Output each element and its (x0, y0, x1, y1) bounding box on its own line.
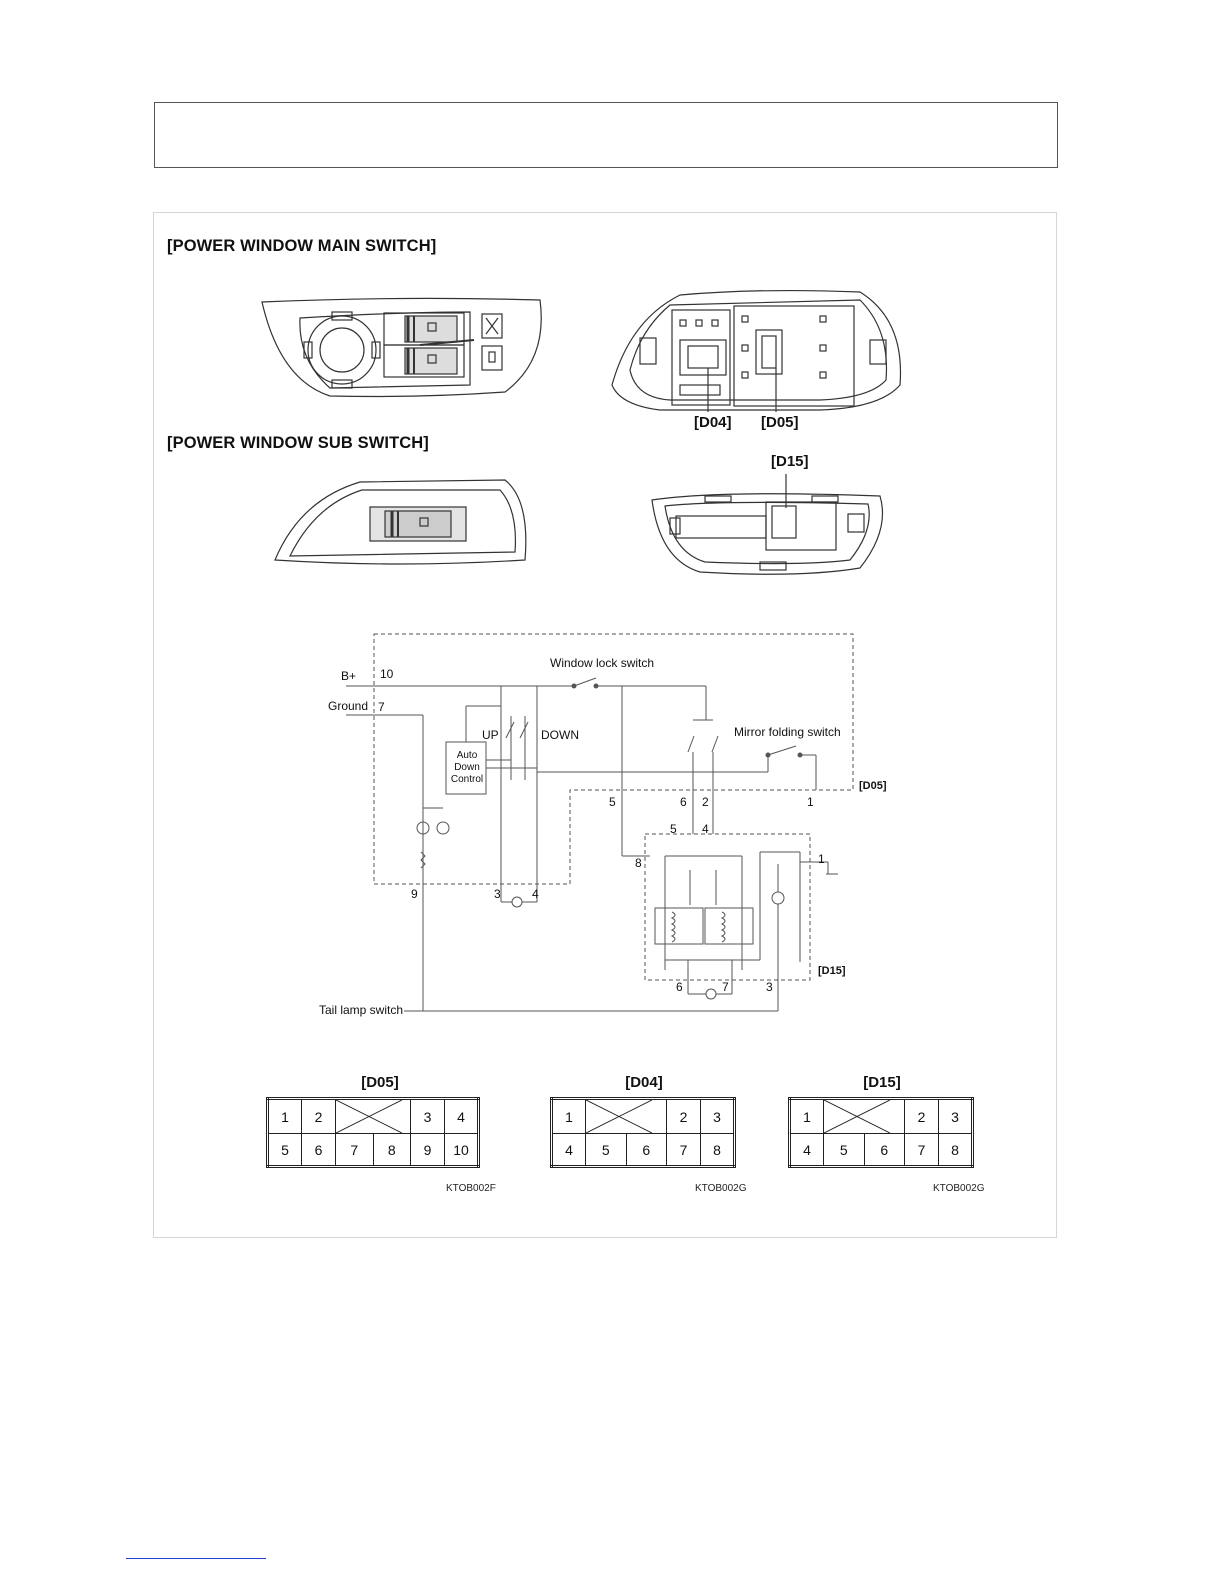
label-window-lock-switch: Window lock switch (550, 656, 655, 670)
label-ground: Ground (328, 699, 369, 713)
pin-cell: 2 (302, 1099, 336, 1134)
pin-cell: 5 (586, 1134, 627, 1167)
connector-d05-code: KTOB002F (446, 1183, 496, 1194)
sub-switch-back-illustration (652, 474, 883, 574)
pin-cell: 3 (701, 1099, 735, 1134)
auto-down-line-2: Down (454, 762, 480, 773)
pin-cell: 5 (824, 1134, 865, 1167)
pin-2: 2 (702, 795, 709, 809)
blank-cell (336, 1099, 411, 1134)
pin-cell: 3 (939, 1099, 973, 1134)
callout-d15: [D15] (771, 453, 809, 470)
pin-cell: 6 (302, 1134, 336, 1167)
pin-cell: 4 (445, 1099, 479, 1134)
pin-cell: 1 (552, 1099, 586, 1134)
sub-pin-1: 1 (818, 852, 825, 866)
connector-d05-title: [D05] (361, 1074, 399, 1091)
pin-cell: 1 (268, 1099, 302, 1134)
pin-9: 9 (411, 887, 418, 901)
pin-4: 4 (532, 887, 539, 901)
sub-switch-front-illustration (275, 480, 526, 564)
label-mirror-folding-switch: Mirror folding switch (734, 725, 841, 739)
callout-d04: [D04] (694, 414, 732, 431)
pin-cell: 8 (701, 1134, 735, 1167)
auto-down-control (448, 750, 486, 786)
pin-cell: 8 (939, 1134, 973, 1167)
main-switch-front-illustration (262, 298, 541, 396)
pin-cell: 7 (667, 1134, 701, 1167)
blank-cross-mark (824, 1100, 890, 1133)
pin-cell: 4 (552, 1134, 586, 1167)
pin-cell: 3 (411, 1099, 445, 1134)
pin-cell: 6 (864, 1134, 905, 1167)
pin-5: 5 (609, 795, 616, 809)
connector-d04-code: KTOB002G (695, 1183, 747, 1194)
pin-cell: 2 (667, 1099, 701, 1134)
auto-down-line-3: Control (450, 774, 484, 785)
pin-cell: 8 (373, 1134, 411, 1167)
sub-pin-8: 8 (635, 856, 642, 870)
sub-pin-5: 5 (670, 822, 677, 836)
blank-cell (586, 1099, 667, 1134)
pin-3: 3 (494, 887, 501, 901)
pin-cell: 7 (336, 1134, 374, 1167)
tag-d05: [D05] (859, 780, 887, 792)
connector-d15-title: [D15] (863, 1074, 901, 1091)
connector-d05 (266, 1097, 480, 1168)
pin-cell: 7 (905, 1134, 939, 1167)
tag-d15: [D15] (818, 965, 846, 977)
footer-link-underline[interactable] (126, 1558, 266, 1559)
connector-d15 (788, 1097, 974, 1168)
sub-pin-7: 7 (722, 980, 729, 994)
blank-cross-mark (336, 1100, 402, 1133)
pin-10: 10 (380, 667, 394, 681)
pin-1: 1 (807, 795, 814, 809)
pin-cell: 5 (268, 1134, 302, 1167)
sub-pin-6: 6 (676, 980, 683, 994)
wiring-schematic (346, 634, 853, 1011)
label-tail-lamp-switch: Tail lamp switch (319, 1003, 404, 1017)
pin-7: 7 (378, 700, 385, 714)
label-down: DOWN (541, 728, 579, 742)
blank-cell (824, 1099, 905, 1134)
pin-cell: 4 (790, 1134, 824, 1167)
pin-cell: 1 (790, 1099, 824, 1134)
pin-cell: 2 (905, 1099, 939, 1134)
pin-6: 6 (680, 795, 687, 809)
pin-cell: 6 (626, 1134, 667, 1167)
connector-d04 (550, 1097, 736, 1168)
main-switch-title: [POWER WINDOW MAIN SWITCH] (167, 237, 437, 255)
main-switch-back-illustration (612, 291, 901, 412)
sub-pin-3: 3 (766, 980, 773, 994)
auto-down-line-1: Auto (456, 750, 478, 761)
callout-d05: [D05] (761, 414, 799, 431)
pin-cell: 10 (445, 1134, 479, 1167)
sub-switch-title: [POWER WINDOW SUB SWITCH] (167, 434, 429, 452)
sub-pin-4: 4 (702, 822, 709, 836)
connector-d04-title: [D04] (625, 1074, 663, 1091)
label-up: UP (482, 728, 499, 742)
blank-cross-mark (586, 1100, 652, 1133)
label-b-plus: B+ (341, 669, 357, 683)
connector-d15-code: KTOB002G (933, 1183, 985, 1194)
pin-cell: 9 (411, 1134, 445, 1167)
